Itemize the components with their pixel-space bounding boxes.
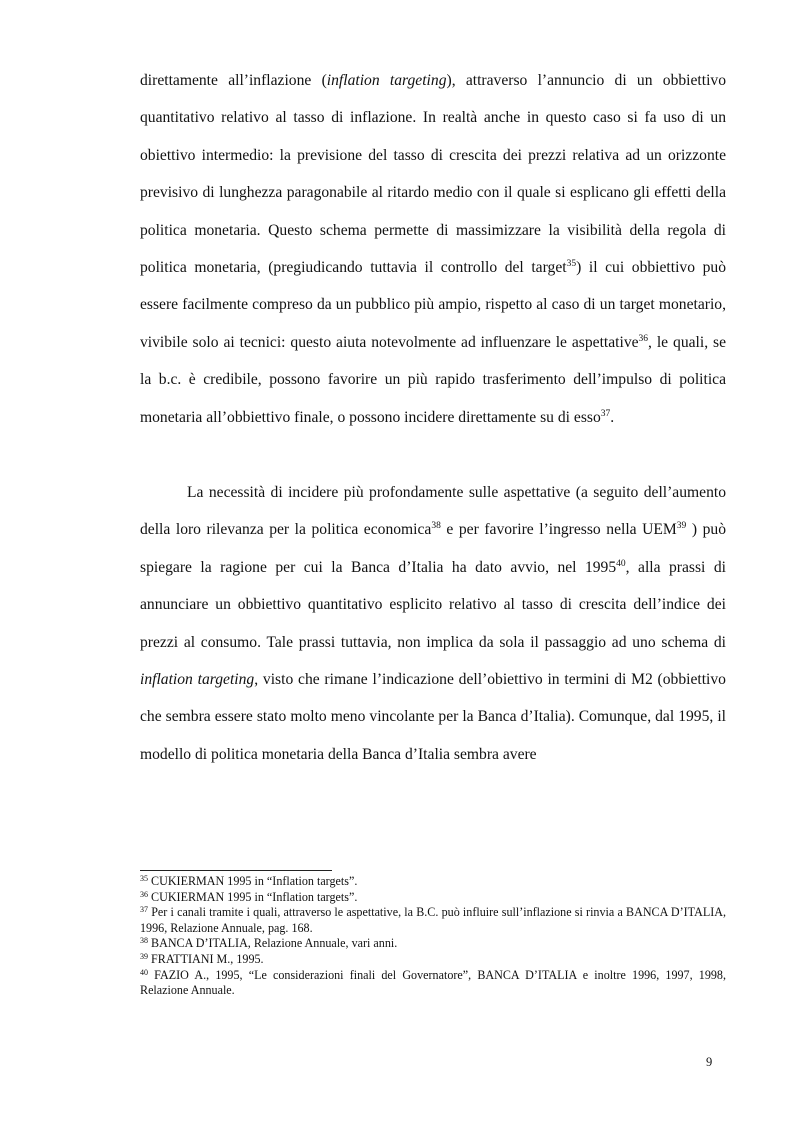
footnote-ref-36[interactable]: 36 [638,333,649,344]
footnote-ref-39[interactable]: 39 [676,521,687,532]
footnote-text: CUKIERMAN 1995 in “Inflation targets”. [148,874,358,888]
footnote-text: Per i canali tramite i quali, attraverso le aspettative, la B.C. può influire sull’inflazione si rinvia a BANCA D’ITALIA, 1996, Relazione Annuale, pag. 168. [140,905,726,935]
footnote-number: 40 [140,967,148,977]
footnotes-list [140,874,726,999]
footnote-separator [140,870,332,871]
footnote-number: 36 [140,889,148,899]
footnote-40 [140,968,726,999]
body-paragraph-1 [140,62,726,436]
footnote-number: 35 [140,874,148,883]
footnote-text: FRATTIANI M., 1995. [148,951,264,966]
footnote-text: CUKIERMAN 1995 in “Inflation targets”. [148,889,358,904]
footnote-ref-38[interactable]: 38 [431,521,441,532]
footnote-35 [140,874,726,890]
text-run: La necessità di incidere più profondamente sulle aspettative (a seguito dell’aumento della loro rilevanza per la politica economica [140,484,726,539]
footnote-38 [140,936,726,952]
footnote-36 [140,890,726,906]
footnote-text: FAZIO A., 1995, “Le considerazioni finali del Governatore”, BANCA D’ITALIA e inoltre 1996, 1997, 1998, Relazione Annuale. [140,967,726,998]
footnote-39 [140,952,726,968]
text-run: ) può spiegare la ragione per cui la Banca d’Italia ha dato avvio, nel 1995 [140,521,726,576]
italic-term: inflation targeting [326,72,447,89]
text-run: . [610,408,615,426]
footnote-ref-37[interactable]: 37 [600,408,611,419]
text-run: ) il cui obbiettivo può essere facilmente compreso da un pubblico più ampio, rispetto al caso di un target monetario, vivibile solo ai tecnici: questo aiuta notevolmente ad influenzare le aspettative [140,259,726,351]
text-run: ), attraverso l’annuncio di un obbiettivo quantitativo relativo al tasso di inflazione. In realtà anche in questo caso si fa uso di un obiettivo intermedio: la previsione del tasso di crescita dei prezzi relativa ad un orizzonte previsivo di lunghezza paragonabile al ritardo medio con il quale si esplicano gli effetti della politica monetaria. Questo schema permette di massimizzare la visibilità della regola di politica monetaria, (pregiudicando tuttavia il controllo del target [140,72,727,277]
italic-term: inflation targeting [140,671,255,689]
text-run: , alla prassi di annunciare un obbiettivo quantitativo esplicito relativo al tasso di crescita dell’indice dei prezzi al consumo. Tale prassi tuttavia, non implica da sola il passaggio ad uno schema di [140,558,726,651]
footnote-text: BANCA D’ITALIA, Relazione Annuale, vari anni. [148,936,398,951]
footnote-number: 37 [140,905,148,915]
footnote-number: 38 [140,936,148,946]
text-run: , le quali, se la b.c. è credibile, possono favorire un più rapido trasferimento dell’impulso di politica monetaria all’obbiettivo finale, o possono incidere direttamente su di esso [140,333,726,426]
footnote-ref-40[interactable]: 40 [616,558,626,569]
footnote-ref-35[interactable]: 35 [566,259,577,270]
text-run: e per favorire l’ingresso nella UEM [440,521,677,539]
footnote-37 [140,905,726,936]
footnote-number: 39 [140,951,148,961]
text-run: direttamente all’inflazione ( [140,72,327,89]
text-run: , visto che rimane l’indicazione dell’obiettivo in termini di M2 (obbiettivo che sembra essere stato molto meno vincolante per la Banca d’Italia). Comunque, dal 1995, il modello di politica monetaria della Banca d’Italia sembra avere [140,671,726,763]
page-number: 9 [706,1055,713,1069]
body-paragraph-2 [140,474,726,773]
